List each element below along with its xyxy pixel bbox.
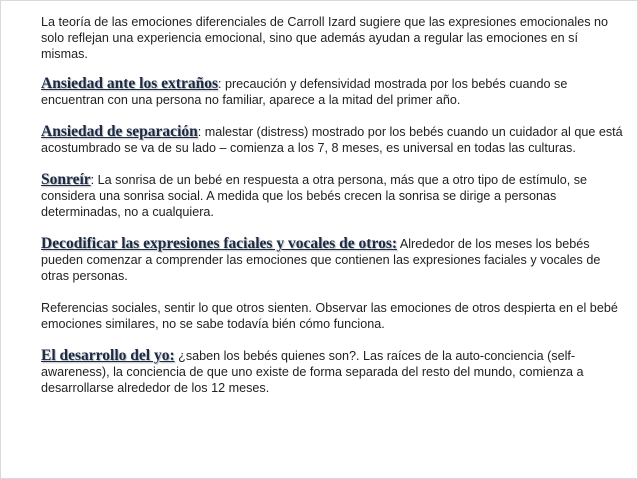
section-self-development — [41, 348, 625, 396]
slide-content — [41, 14, 625, 396]
section-heading: Sonreír — [41, 171, 91, 188]
section-decoding-expressions — [41, 236, 625, 284]
section-heading: Ansiedad ante los extraños — [41, 75, 218, 92]
section-text: : malestar (distress) mostrado por los bebés cuando un cuidador al que está acostumbrado se va de su lado – comienza a los 7, 8 meses, es universal en todas las culturas. — [41, 125, 623, 155]
section-separation-anxiety — [41, 124, 625, 156]
section-strangers-anxiety — [41, 76, 625, 108]
section-text: Alrededor de los meses los bebés pueden comenzar a comprender las emociones que contienen las expresiones faciales y vocales de otras personas. — [41, 237, 601, 283]
section-smiling — [41, 172, 625, 220]
section-heading: Decodificar las expresiones faciales y vocales de otros: — [41, 235, 398, 252]
section-text: ¿saben los bebés quienes son?. Las raíces de la auto-conciencia (self-awareness), la conciencia de que uno existe de forma separada del resto del mundo, comienza a desarrollarse alrededor de los 12 meses. — [41, 349, 584, 395]
section-text: : precaución y defensividad mostrada por los bebés cuando se encuentran con una persona no familiar, aparece a la mitad del primer año. — [41, 77, 568, 107]
social-references-paragraph: Referencias sociales, sentir lo que otros sienten. Observar las emociones de otros despierta en el bebé emociones similares, no se sabe todavía bién cómo funciona. — [41, 301, 618, 331]
intro-paragraph: La teoría de las emociones diferenciales de Carroll Izard sugiere que las expresiones emocionales no solo reflejan una experiencia emocional, sino que además ayudan a regular las emociones en sí mismas. — [41, 15, 609, 61]
section-heading: Ansiedad de separación — [41, 123, 198, 140]
section-text: : La sonrisa de un bebé en respuesta a otra persona, más que a otro tipo de estímulo, se considera una sonrisa social. A medida que los bebés crecen la sonrisa se dirige a personas determinadas, no a cualquiera. — [41, 173, 588, 219]
section-heading: El desarrollo del yo: — [41, 347, 175, 364]
